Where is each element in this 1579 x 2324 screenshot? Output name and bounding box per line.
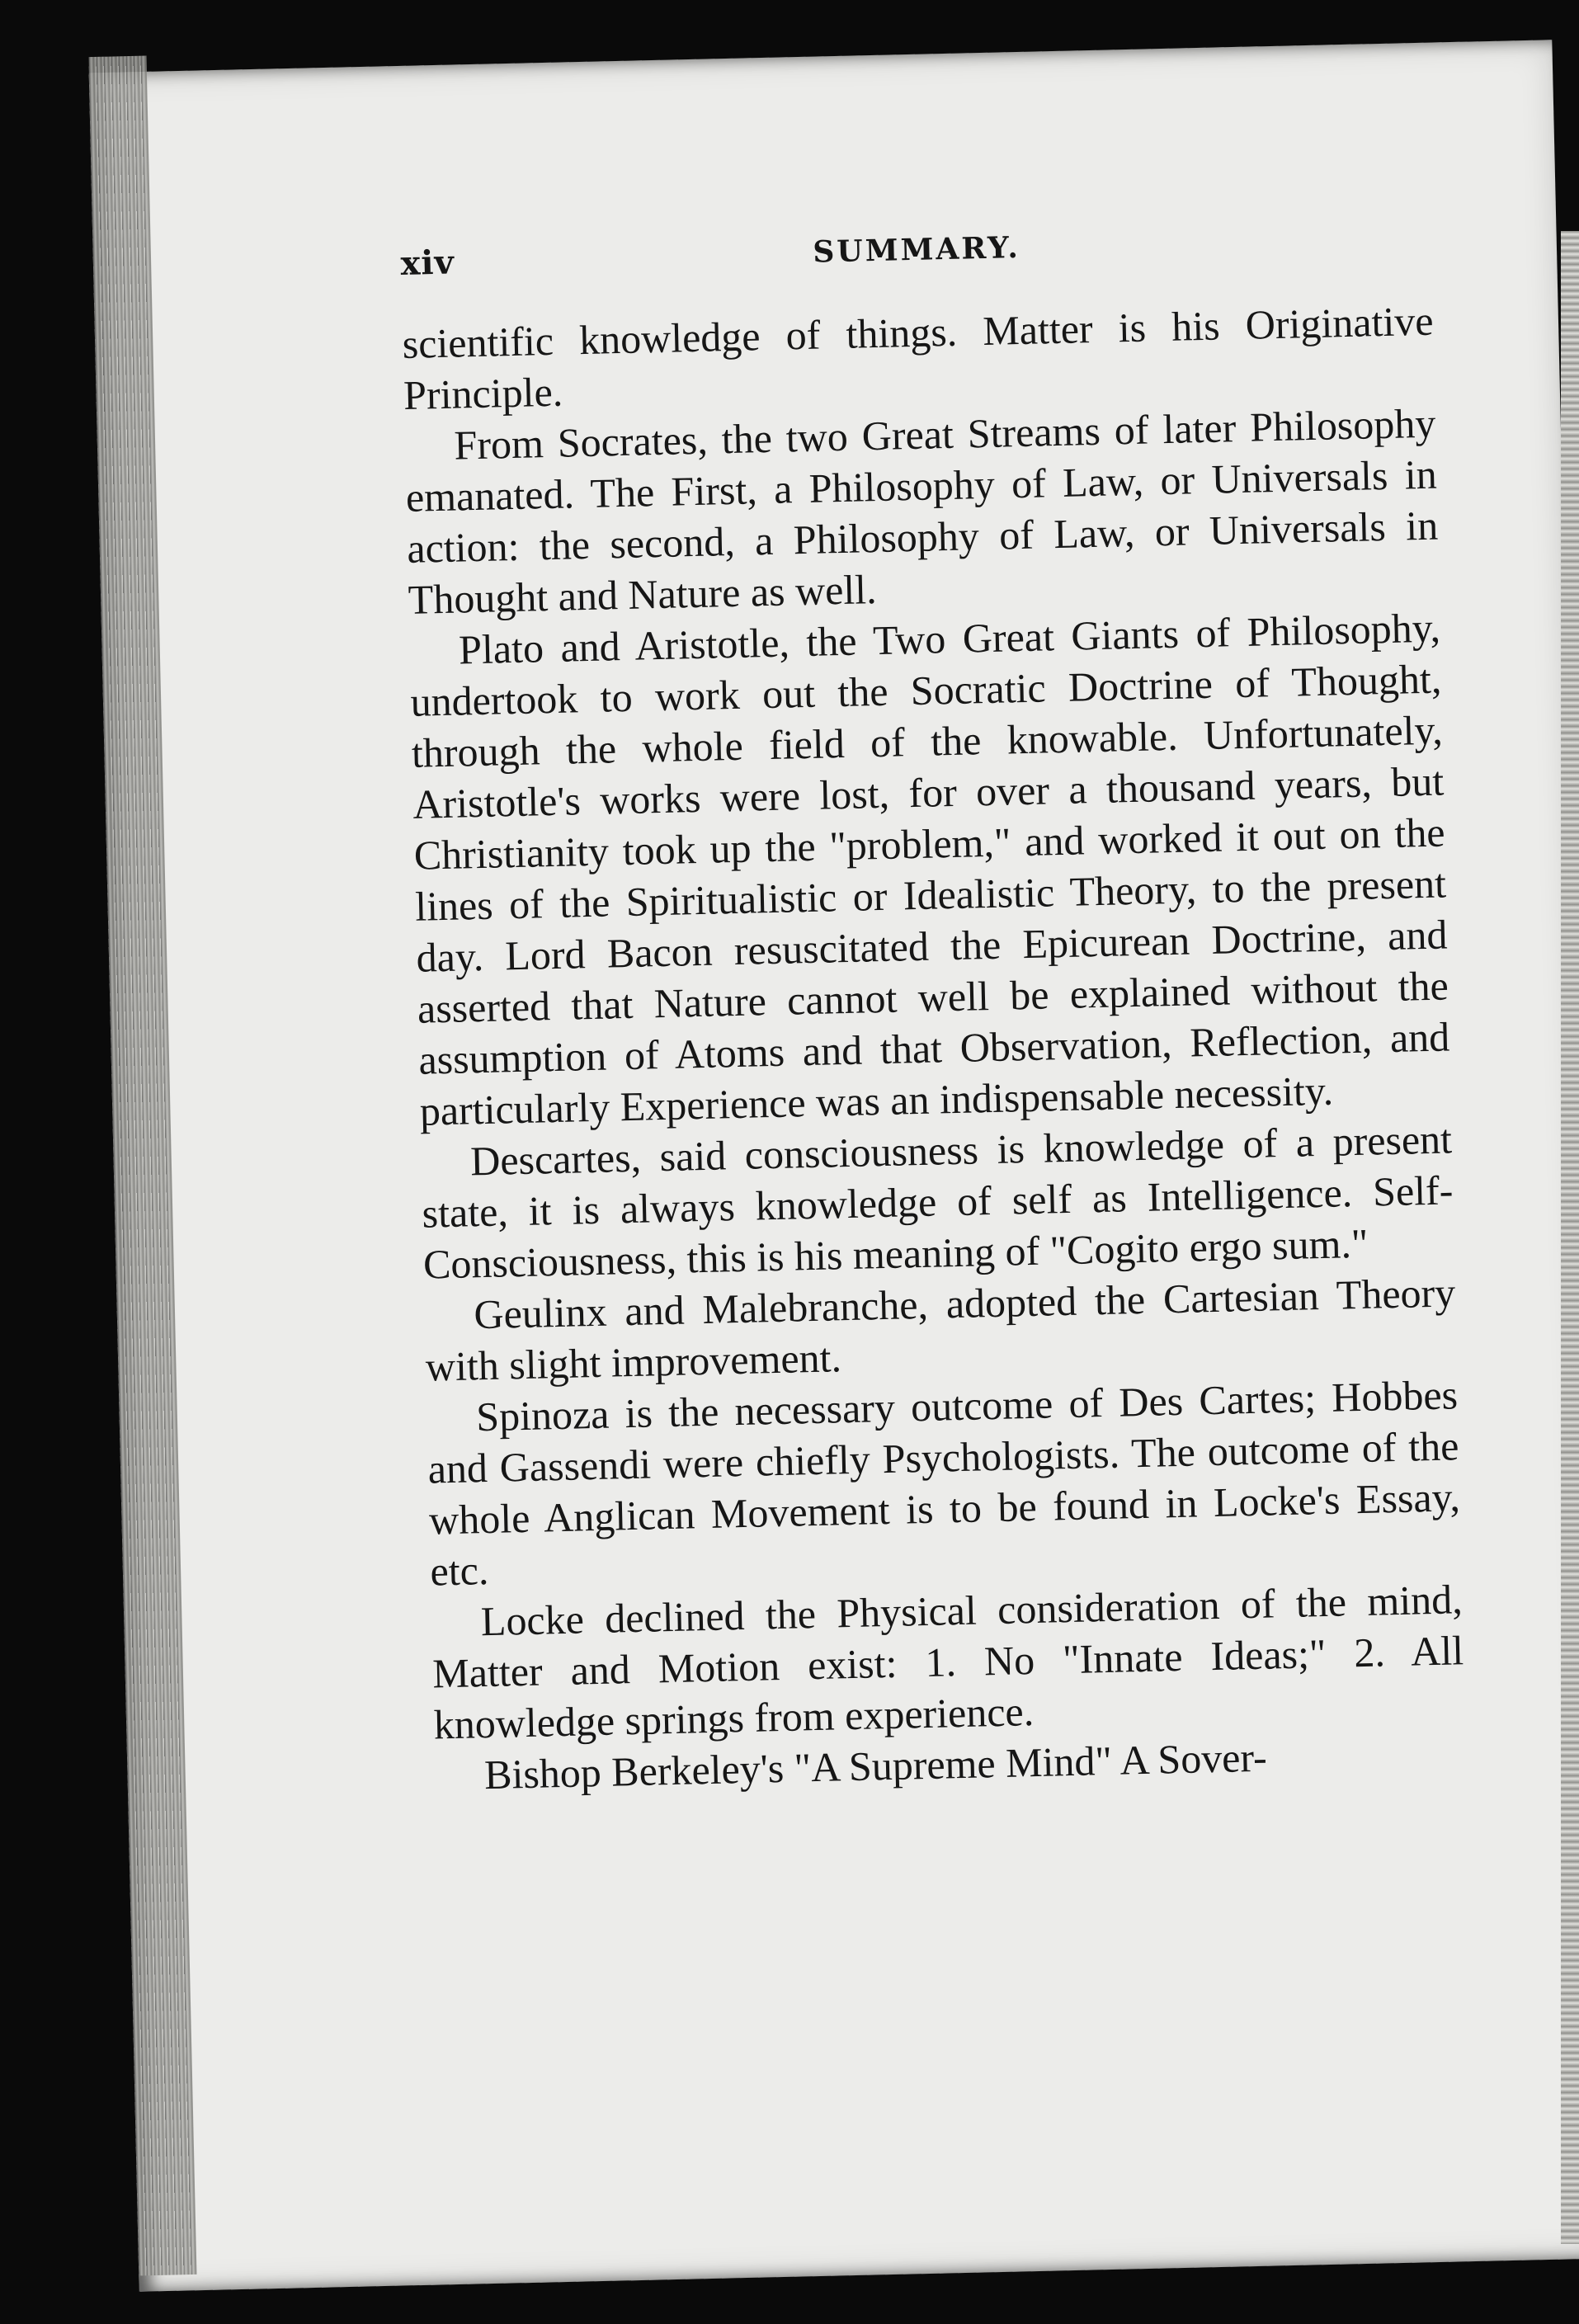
page-text-block xyxy=(400,221,1467,1802)
paragraph: From Socrates, the two Great Streams of later Philosophy emanated. The First, a Philosophy of Law, or Universals in action: the second, a Philosophy of Law, or Universals in Thought and Nature as well. xyxy=(405,399,1439,623)
paragraph: Geulinx and Malebranche, adopted the Cartesian Theory with slight improvement. xyxy=(425,1269,1456,1390)
paragraph: scientific knowledge of things. Matter is his Originative Principle. xyxy=(402,297,1435,418)
paragraph: Bishop Berkeley's "A Supreme Mind" A Sover- xyxy=(483,1733,1268,1798)
page-stack-edge xyxy=(1561,231,1579,2244)
running-head-title: SUMMARY. xyxy=(812,229,1021,270)
paragraph: Descartes, said consciousness is knowledge of a present state, it is always knowledge of self as Intelligence. Self-Consciousness, this is his meaning of "Cogito ergo sum." xyxy=(422,1115,1454,1288)
body-text xyxy=(402,295,1466,1802)
paragraph: Spinoza is the necessary outcome of Des Cartes; Hobbes and Gassendi were chiefly Psychologists. The outcome of the whole Anglican Movement is to be found in Locke's Essay, etc. xyxy=(427,1371,1461,1595)
page-number: xiv xyxy=(400,243,455,283)
paragraph: Locke declined the Physical consideration of the mind, Matter and Motion exist: 1. No "Innate Ideas;" 2. All knowledge springs from experience. xyxy=(431,1576,1464,1748)
paragraph: Plato and Aristotle, the Two Great Giants of Philosophy, undertook to work out the Socratic Doctrine of Thought, through the whole field of the knowable. Unfortunately, Aristotle's works were lost, for over a thousand years, but Christianity took up the "problem," and worked it out on the lines of the Spiritualistic or Idealistic Theory, to the present day. Lord Bacon resuscitated the Epicurean Doctrine, and asserted that Nature cannot well be explained without the assumption of Atoms and that Observation, Reflection, and particularly Experience was an indispensable necessity. xyxy=(409,604,1450,1134)
